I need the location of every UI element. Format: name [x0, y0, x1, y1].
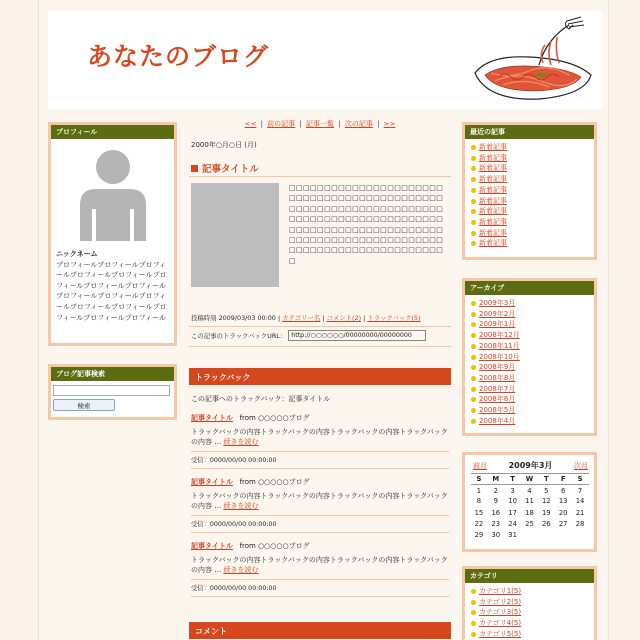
calendar-day: 19	[541, 508, 551, 517]
archive-item-link[interactable]: 2009年2月	[479, 309, 516, 318]
recent-post-item[interactable]	[470, 206, 589, 217]
archive-item[interactable]	[470, 405, 589, 416]
category-item[interactable]	[470, 586, 589, 597]
calendar-day: 14	[575, 497, 585, 506]
calendar-day: 10	[508, 497, 517, 506]
recent-post-item[interactable]	[470, 163, 589, 174]
recent-post-item-link[interactable]: 新着記事	[479, 175, 507, 184]
archive-item-link[interactable]: 2009年3月	[479, 299, 516, 307]
divider	[189, 346, 451, 347]
nav-next-link[interactable]: 次の記事	[344, 120, 373, 128]
calendar-week	[471, 518, 589, 529]
calendar-weekday: W	[521, 474, 538, 485]
calendar-day	[538, 529, 555, 540]
profile-text: プロフィールプロフィールプロフィールプロフィールプロフィールプロフィールプロフィールプロフィールプロフィールプロフィールプロフィールプロフィールプロフィールプロフィールプロフィールプロフィール	[56, 260, 167, 322]
calendar-day: 20	[558, 508, 568, 517]
nav-first-link[interactable]: <<	[244, 120, 257, 128]
trackback-from: from ○○○○○ブログ	[239, 542, 310, 550]
recent-post-item-link[interactable]: 新着記事	[479, 185, 507, 194]
calendar-day: 15	[474, 508, 484, 517]
entry-title-text: 記事タイトル	[202, 164, 259, 175]
recent-post-item-link[interactable]: 新着記事	[479, 217, 507, 226]
archive-item[interactable]	[470, 384, 589, 395]
trackback-title-link[interactable]: 記事タイトル	[191, 542, 233, 550]
trackback-heading: トラックバック	[189, 368, 451, 385]
entry-nav: << | 前の記事 | 記事一覧 | 次の記事 | >>	[244, 120, 396, 128]
calendar-day: 28	[575, 519, 585, 528]
archive-item-link[interactable]: 2008年9月	[479, 363, 516, 372]
calendar-title: 2009年3月	[508, 461, 553, 470]
calendar-week	[471, 485, 589, 496]
calendar-day	[521, 529, 538, 540]
calendar-weekday: S	[471, 474, 488, 485]
trackback-body: トラックバックの内容トラックバックの内容トラックバックの内容トラックバックの内容 …	[191, 556, 448, 574]
recent-post-item[interactable]	[470, 185, 589, 196]
trackback-from: from ○○○○○ブログ	[239, 414, 310, 422]
calendar-table	[471, 473, 589, 541]
calendar-week	[471, 529, 589, 540]
header	[48, 11, 602, 109]
calendar-weekday: S	[572, 474, 589, 485]
page	[38, 0, 609, 640]
archive-item[interactable]	[470, 330, 589, 341]
nav-last-link[interactable]: >>	[383, 120, 396, 128]
comment-heading: コメント	[189, 622, 451, 639]
profile-box	[48, 122, 177, 346]
avatar-icon	[58, 145, 168, 245]
calendar-weekday: M	[487, 474, 504, 485]
archive-item[interactable]	[470, 362, 589, 373]
recent-post-item[interactable]	[470, 196, 589, 207]
archive-item-link[interactable]: 2009年1月	[479, 320, 516, 329]
category-item[interactable]	[470, 607, 589, 618]
main-column	[189, 115, 451, 636]
calendar-week	[471, 496, 589, 507]
divider	[189, 326, 451, 327]
category-item[interactable]	[470, 597, 589, 608]
archive-item[interactable]	[470, 298, 589, 309]
category-heading: カテゴリ	[465, 569, 594, 583]
trackback-item	[191, 477, 449, 533]
recent-posts-box	[462, 122, 597, 260]
calendar-week	[471, 507, 589, 518]
calendar-day: 7	[577, 486, 583, 495]
trackback-title-link[interactable]: 記事タイトル	[191, 414, 233, 422]
category-box	[462, 566, 597, 640]
archive-item-link[interactable]: 2008年10月	[479, 352, 520, 361]
calendar-weekday: T	[504, 474, 521, 485]
calendar-day: 22	[474, 519, 484, 528]
recent-post-item[interactable]	[470, 217, 589, 228]
calendar-day: 11	[525, 497, 534, 506]
entry-date: 2000年○月○日 (月)	[191, 141, 257, 149]
archive-item[interactable]	[470, 373, 589, 384]
calendar-day: 17	[508, 508, 517, 517]
calendar-day: 12	[541, 497, 551, 506]
calendar-day: 27	[558, 519, 568, 528]
search-box	[48, 364, 177, 420]
entry-image	[191, 183, 279, 287]
calendar-day: 3	[510, 486, 515, 495]
calendar-day: 21	[575, 508, 585, 517]
archive-item[interactable]	[470, 394, 589, 405]
entry-title	[191, 161, 259, 175]
trackback-received: 受信：0000/00/00 00:00:00	[191, 457, 277, 464]
recent-post-item-link[interactable]: 新着記事	[479, 239, 507, 248]
archive-item[interactable]	[470, 416, 589, 427]
archive-item[interactable]	[470, 341, 589, 352]
calendar-day: 4	[527, 486, 532, 495]
calendar-day: 24	[508, 519, 517, 528]
recent-heading: 最近の記事	[465, 125, 594, 139]
category-item-link[interactable]: カテゴリ4(5)	[479, 619, 522, 628]
read-more-link[interactable]: 続きを読む	[223, 438, 259, 446]
archive-item-link[interactable]: 2008年4月	[479, 416, 516, 425]
recent-list	[465, 139, 594, 252]
calendar-day: 31	[508, 531, 517, 540]
trackback-item	[191, 413, 449, 469]
recent-post-item-link[interactable]: 新着記事	[479, 143, 507, 151]
calendar-day: 2	[493, 486, 498, 495]
calendar-day: 8	[476, 497, 482, 506]
trackback-for-label: この記事へのトラックバック：記事タイトル	[191, 395, 331, 403]
calendar-day: 13	[558, 497, 568, 506]
category-item-link[interactable]: カテゴリ5(5)	[479, 629, 522, 638]
read-more-link[interactable]: 続きを読む	[223, 566, 259, 574]
profile-heading: プロフィール	[51, 125, 174, 139]
archive-item-link[interactable]: 2008年5月	[479, 406, 516, 415]
trackback-received: 受信：0000/00/00 00:00:00	[191, 585, 277, 592]
category-item-link[interactable]: カテゴリ3(5)	[479, 608, 522, 617]
archive-item[interactable]	[470, 309, 589, 320]
recent-post-item-link[interactable]: 新着記事	[479, 228, 507, 237]
calendar-day: 5	[544, 486, 549, 495]
calendar-day: 18	[525, 508, 534, 517]
recent-post-item[interactable]	[470, 228, 589, 239]
search-button[interactable]: 検索	[53, 399, 115, 411]
recent-post-item[interactable]	[470, 153, 589, 164]
recent-post-item[interactable]	[470, 174, 589, 185]
archive-heading: アーカイブ	[465, 281, 594, 295]
nickname: ニックネーム	[56, 250, 98, 258]
trackback-link[interactable]: トラックバック(5)	[367, 314, 421, 322]
calendar-day: 26	[541, 519, 551, 528]
calendar-box	[462, 452, 597, 552]
archive-box	[462, 278, 597, 436]
trackback-received: 受信：0000/00/00 00:00:00	[191, 521, 277, 528]
archive-item-link[interactable]: 2008年8月	[479, 373, 516, 382]
archive-item-link[interactable]: 2008年12月	[479, 331, 520, 340]
trackback-url-field[interactable]: http://○○○○○○/00000000/00000000	[288, 330, 426, 341]
search-input[interactable]	[53, 385, 170, 396]
calendar-day: 25	[525, 519, 534, 528]
archive-item-link[interactable]: 2008年7月	[479, 384, 516, 393]
calendar-day	[555, 529, 572, 540]
calendar-weekday: T	[538, 474, 555, 485]
recent-post-item[interactable]	[470, 142, 589, 153]
calendar-prev-link[interactable]: 前月	[473, 461, 487, 470]
archive-item-link[interactable]: 2008年6月	[479, 395, 516, 404]
calendar-day: 30	[491, 531, 501, 540]
trackback-from: from ○○○○○ブログ	[239, 478, 310, 486]
archive-item-link[interactable]: 2008年11月	[479, 341, 520, 350]
trackback-title-link[interactable]: 記事タイトル	[191, 478, 233, 486]
calendar-next-link[interactable]: 次月	[574, 461, 588, 470]
calendar-weekday: F	[555, 474, 572, 485]
divider	[189, 176, 451, 177]
category-item[interactable]	[470, 629, 589, 640]
category-list	[465, 583, 594, 640]
category-link[interactable]: カテゴリー名	[282, 314, 321, 322]
title-square-icon	[191, 165, 198, 172]
calendar-day: 23	[491, 519, 501, 528]
recent-post-item[interactable]	[470, 238, 589, 249]
calendar-day: 16	[491, 508, 501, 517]
entry-meta: 投稿時刻 2009/03/03 00:00 | カテゴリー名 | コメント(2) | トラックバック(5)	[191, 314, 421, 322]
calendar-day: 29	[474, 531, 484, 540]
calendar-day: 6	[560, 486, 566, 495]
recent-post-item-link[interactable]: 新着記事	[479, 207, 507, 216]
nav-prev-link[interactable]: 前の記事	[267, 120, 296, 128]
category-item[interactable]	[470, 618, 589, 629]
calendar-day: 9	[493, 497, 498, 506]
comment-link[interactable]: コメント(2)	[326, 314, 362, 322]
calendar-day	[572, 529, 589, 540]
trackback-url-label: この記事のトラックバックURL：	[191, 332, 287, 340]
category-item-link[interactable]: カテゴリ1(5)	[479, 587, 522, 595]
recent-post-item-link[interactable]: 新着記事	[479, 164, 507, 173]
calendar-day: 1	[476, 486, 482, 495]
trackback-body: トラックバックの内容トラックバックの内容トラックバックの内容トラックバックの内容 …	[191, 428, 448, 446]
entry-body: □□□□□□□□□□□□□□□□□□□□□□□□□□□□□□□□□□□□□□□□□□□□□□□□□□□□□□□□□□□□□□□□□□□□□□□□□□□□□□□□□□□□□□□□□□□□□□□□□□□□□□□□□□□□□□□□□□□□□□□□□□□□□□□□□□□□□□□□□□□□□□□□□□□□□□□□□□□	[289, 184, 444, 265]
nav-list-link[interactable]: 記事一覧	[306, 120, 334, 128]
search-heading: ブログ記事検索	[51, 367, 174, 381]
pasta-illustration-icon	[469, 15, 599, 107]
category-item-link[interactable]: カテゴリ2(5)	[479, 597, 522, 606]
recent-post-item-link[interactable]: 新着記事	[479, 196, 507, 205]
trackback-item	[191, 541, 449, 597]
archive-list	[465, 295, 594, 429]
trackback-body: トラックバックの内容トラックバックの内容トラックバックの内容トラックバックの内容 …	[191, 492, 448, 510]
read-more-link[interactable]: 続きを読む	[223, 502, 259, 510]
posted-time: 投稿時刻 2009/03/03 00:00	[191, 314, 276, 322]
recent-post-item-link[interactable]: 新着記事	[479, 153, 507, 162]
blog-title[interactable]: あなたのブログ	[87, 42, 270, 71]
trackback-url-row	[191, 330, 426, 341]
archive-item[interactable]	[470, 319, 589, 330]
archive-item[interactable]	[470, 352, 589, 363]
